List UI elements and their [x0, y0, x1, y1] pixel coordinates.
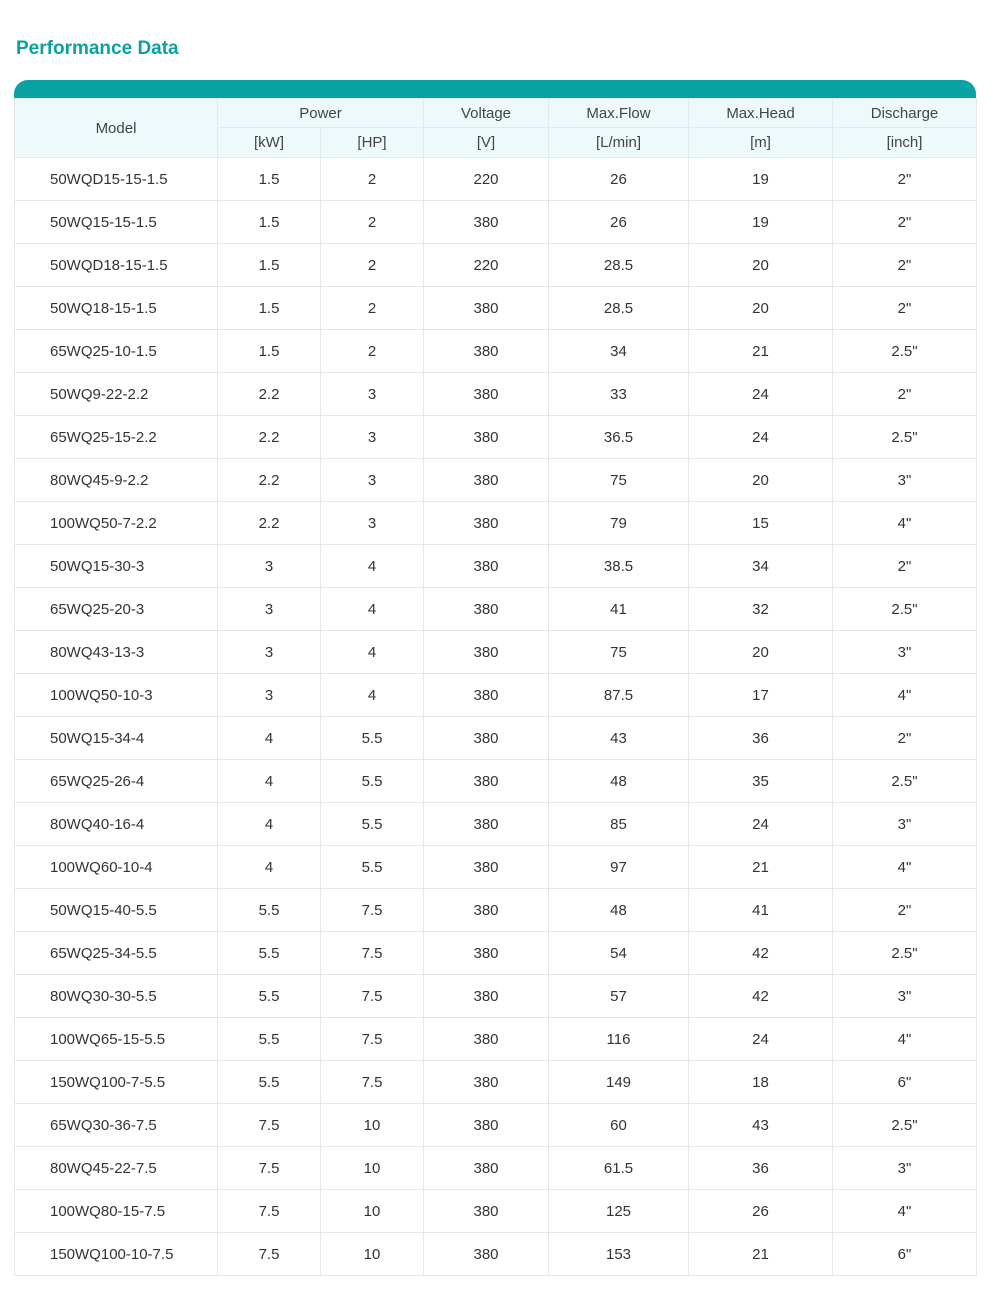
header-model: Model [15, 99, 218, 158]
cell-power-hp: 7.5 [321, 889, 424, 932]
cell-voltage: 380 [424, 416, 549, 459]
table-row [15, 416, 977, 459]
cell-power-kw: 3 [218, 588, 321, 631]
cell-power-kw: 1.5 [218, 287, 321, 330]
cell-power-hp: 10 [321, 1190, 424, 1233]
cell-max-head: 19 [689, 201, 833, 244]
table-top-bar [14, 80, 976, 98]
cell-discharge: 4" [833, 502, 977, 545]
cell-model: 80WQ30-30-5.5 [15, 975, 218, 1018]
cell-power-hp: 2 [321, 201, 424, 244]
cell-power-hp: 5.5 [321, 760, 424, 803]
header-unit-kw: [kW] [218, 128, 321, 158]
cell-power-kw: 1.5 [218, 201, 321, 244]
cell-model: 65WQ25-10-1.5 [15, 330, 218, 373]
cell-max-flow: 75 [549, 631, 689, 674]
cell-model: 80WQ40-16-4 [15, 803, 218, 846]
cell-power-hp: 2 [321, 244, 424, 287]
cell-voltage: 380 [424, 588, 549, 631]
cell-power-hp: 4 [321, 674, 424, 717]
table-row [15, 330, 977, 373]
cell-discharge: 3" [833, 459, 977, 502]
cell-voltage: 380 [424, 459, 549, 502]
cell-discharge: 4" [833, 846, 977, 889]
cell-max-head: 15 [689, 502, 833, 545]
cell-power-hp: 10 [321, 1147, 424, 1190]
cell-max-head: 20 [689, 244, 833, 287]
table-row [15, 846, 977, 889]
cell-voltage: 380 [424, 631, 549, 674]
cell-max-flow: 75 [549, 459, 689, 502]
cell-voltage: 380 [424, 803, 549, 846]
cell-voltage: 380 [424, 1061, 549, 1104]
table-row [15, 717, 977, 760]
table-row [15, 287, 977, 330]
cell-max-head: 21 [689, 1233, 833, 1276]
header-unit-flow: [L/min] [549, 128, 689, 158]
cell-voltage: 380 [424, 932, 549, 975]
cell-power-hp: 3 [321, 502, 424, 545]
cell-discharge: 4" [833, 1190, 977, 1233]
cell-model: 50WQD15-15-1.5 [15, 158, 218, 201]
cell-voltage: 380 [424, 975, 549, 1018]
table-row [15, 975, 977, 1018]
header-unit-discharge: [inch] [833, 128, 977, 158]
cell-max-flow: 28.5 [549, 287, 689, 330]
cell-model: 65WQ30-36-7.5 [15, 1104, 218, 1147]
cell-model: 150WQ100-10-7.5 [15, 1233, 218, 1276]
table-row [15, 1061, 977, 1104]
cell-model: 100WQ80-15-7.5 [15, 1190, 218, 1233]
cell-discharge: 2.5" [833, 1104, 977, 1147]
cell-max-head: 36 [689, 1147, 833, 1190]
cell-discharge: 6" [833, 1061, 977, 1104]
cell-model: 65WQ25-26-4 [15, 760, 218, 803]
cell-power-hp: 4 [321, 545, 424, 588]
cell-discharge: 2" [833, 244, 977, 287]
table-header [15, 99, 977, 158]
cell-max-head: 17 [689, 674, 833, 717]
cell-max-flow: 36.5 [549, 416, 689, 459]
cell-max-head: 35 [689, 760, 833, 803]
cell-voltage: 380 [424, 760, 549, 803]
cell-voltage: 220 [424, 244, 549, 287]
cell-voltage: 380 [424, 717, 549, 760]
cell-discharge: 2" [833, 545, 977, 588]
cell-power-kw: 4 [218, 717, 321, 760]
cell-model: 80WQ45-22-7.5 [15, 1147, 218, 1190]
cell-voltage: 380 [424, 889, 549, 932]
cell-max-flow: 60 [549, 1104, 689, 1147]
cell-max-head: 20 [689, 631, 833, 674]
cell-power-kw: 7.5 [218, 1233, 321, 1276]
cell-max-head: 20 [689, 287, 833, 330]
cell-voltage: 380 [424, 287, 549, 330]
header-discharge: Discharge [833, 99, 977, 128]
cell-max-head: 19 [689, 158, 833, 201]
cell-max-flow: 125 [549, 1190, 689, 1233]
cell-model: 150WQ100-7-5.5 [15, 1061, 218, 1104]
cell-power-hp: 2 [321, 158, 424, 201]
cell-max-flow: 57 [549, 975, 689, 1018]
cell-max-head: 24 [689, 416, 833, 459]
cell-max-flow: 54 [549, 932, 689, 975]
cell-max-head: 26 [689, 1190, 833, 1233]
table-row [15, 760, 977, 803]
cell-power-hp: 3 [321, 373, 424, 416]
cell-power-kw: 2.2 [218, 459, 321, 502]
table-row [15, 631, 977, 674]
cell-power-hp: 5.5 [321, 846, 424, 889]
cell-max-head: 24 [689, 373, 833, 416]
cell-max-flow: 43 [549, 717, 689, 760]
cell-power-kw: 7.5 [218, 1104, 321, 1147]
cell-discharge: 2.5" [833, 416, 977, 459]
cell-max-flow: 41 [549, 588, 689, 631]
cell-power-kw: 3 [218, 545, 321, 588]
cell-max-head: 21 [689, 330, 833, 373]
cell-max-head: 42 [689, 932, 833, 975]
cell-max-head: 42 [689, 975, 833, 1018]
table-row [15, 545, 977, 588]
cell-model: 50WQ15-40-5.5 [15, 889, 218, 932]
cell-max-flow: 153 [549, 1233, 689, 1276]
cell-max-flow: 87.5 [549, 674, 689, 717]
performance-table [14, 98, 977, 1276]
cell-model: 50WQ18-15-1.5 [15, 287, 218, 330]
cell-power-hp: 3 [321, 416, 424, 459]
cell-voltage: 380 [424, 201, 549, 244]
header-power: Power [218, 99, 424, 128]
cell-power-kw: 5.5 [218, 1018, 321, 1061]
table-row [15, 459, 977, 502]
header-max-flow: Max.Flow [549, 99, 689, 128]
table-row [15, 373, 977, 416]
cell-max-head: 24 [689, 1018, 833, 1061]
table-row [15, 244, 977, 287]
cell-power-hp: 2 [321, 330, 424, 373]
cell-power-kw: 2.2 [218, 416, 321, 459]
cell-power-kw: 7.5 [218, 1147, 321, 1190]
cell-power-kw: 2.2 [218, 373, 321, 416]
cell-power-kw: 1.5 [218, 158, 321, 201]
header-unit-voltage: [V] [424, 128, 549, 158]
cell-power-kw: 4 [218, 760, 321, 803]
cell-discharge: 6" [833, 1233, 977, 1276]
table-row [15, 158, 977, 201]
cell-discharge: 4" [833, 674, 977, 717]
cell-power-hp: 7.5 [321, 975, 424, 1018]
cell-discharge: 2" [833, 373, 977, 416]
cell-voltage: 380 [424, 502, 549, 545]
cell-max-flow: 48 [549, 889, 689, 932]
table-row [15, 1104, 977, 1147]
cell-power-hp: 2 [321, 287, 424, 330]
cell-max-head: 21 [689, 846, 833, 889]
cell-discharge: 2.5" [833, 330, 977, 373]
cell-power-kw: 5.5 [218, 932, 321, 975]
cell-power-hp: 10 [321, 1233, 424, 1276]
cell-power-hp: 10 [321, 1104, 424, 1147]
cell-power-kw: 1.5 [218, 244, 321, 287]
performance-table-container [14, 80, 976, 1276]
table-row [15, 803, 977, 846]
cell-model: 50WQ15-15-1.5 [15, 201, 218, 244]
cell-max-flow: 26 [549, 201, 689, 244]
cell-voltage: 380 [424, 330, 549, 373]
cell-model: 65WQ25-20-3 [15, 588, 218, 631]
cell-power-kw: 4 [218, 846, 321, 889]
cell-max-flow: 33 [549, 373, 689, 416]
cell-max-head: 32 [689, 588, 833, 631]
cell-power-kw: 4 [218, 803, 321, 846]
cell-max-head: 34 [689, 545, 833, 588]
cell-power-hp: 7.5 [321, 932, 424, 975]
table-row [15, 1018, 977, 1061]
cell-discharge: 3" [833, 803, 977, 846]
cell-discharge: 3" [833, 1147, 977, 1190]
cell-discharge: 2.5" [833, 932, 977, 975]
cell-max-flow: 85 [549, 803, 689, 846]
cell-max-flow: 34 [549, 330, 689, 373]
cell-max-flow: 79 [549, 502, 689, 545]
cell-model: 100WQ50-10-3 [15, 674, 218, 717]
cell-voltage: 380 [424, 674, 549, 717]
cell-max-flow: 116 [549, 1018, 689, 1061]
cell-model: 80WQ45-9-2.2 [15, 459, 218, 502]
cell-model: 100WQ65-15-5.5 [15, 1018, 218, 1061]
table-body [15, 158, 977, 1276]
table-row [15, 1190, 977, 1233]
cell-voltage: 380 [424, 1147, 549, 1190]
cell-power-kw: 3 [218, 631, 321, 674]
cell-model: 65WQ25-15-2.2 [15, 416, 218, 459]
cell-power-kw: 3 [218, 674, 321, 717]
cell-model: 50WQ9-22-2.2 [15, 373, 218, 416]
cell-max-head: 41 [689, 889, 833, 932]
cell-model: 50WQ15-30-3 [15, 545, 218, 588]
cell-voltage: 380 [424, 373, 549, 416]
cell-max-head: 36 [689, 717, 833, 760]
cell-discharge: 3" [833, 975, 977, 1018]
cell-discharge: 2" [833, 287, 977, 330]
cell-voltage: 220 [424, 158, 549, 201]
cell-power-hp: 7.5 [321, 1018, 424, 1061]
cell-discharge: 2" [833, 201, 977, 244]
cell-max-head: 43 [689, 1104, 833, 1147]
table-row [15, 889, 977, 932]
cell-power-hp: 7.5 [321, 1061, 424, 1104]
cell-model: 50WQD18-15-1.5 [15, 244, 218, 287]
cell-power-kw: 2.2 [218, 502, 321, 545]
cell-voltage: 380 [424, 1104, 549, 1147]
cell-power-kw: 5.5 [218, 889, 321, 932]
header-unit-hp: [HP] [321, 128, 424, 158]
page-title: Performance Data [16, 38, 179, 59]
header-unit-head: [m] [689, 128, 833, 158]
table-row [15, 201, 977, 244]
cell-model: 100WQ60-10-4 [15, 846, 218, 889]
cell-power-kw: 1.5 [218, 330, 321, 373]
cell-max-head: 18 [689, 1061, 833, 1104]
cell-power-hp: 5.5 [321, 803, 424, 846]
table-row [15, 502, 977, 545]
cell-voltage: 380 [424, 545, 549, 588]
cell-discharge: 3" [833, 631, 977, 674]
cell-max-flow: 97 [549, 846, 689, 889]
header-max-head: Max.Head [689, 99, 833, 128]
cell-model: 100WQ50-7-2.2 [15, 502, 218, 545]
cell-voltage: 380 [424, 1018, 549, 1061]
table-row [15, 1233, 977, 1276]
cell-power-kw: 5.5 [218, 1061, 321, 1104]
cell-voltage: 380 [424, 1233, 549, 1276]
cell-max-flow: 26 [549, 158, 689, 201]
cell-discharge: 2" [833, 158, 977, 201]
cell-model: 80WQ43-13-3 [15, 631, 218, 674]
cell-max-flow: 48 [549, 760, 689, 803]
cell-max-head: 20 [689, 459, 833, 502]
cell-max-head: 24 [689, 803, 833, 846]
cell-power-hp: 4 [321, 631, 424, 674]
cell-discharge: 2.5" [833, 760, 977, 803]
table-row [15, 588, 977, 631]
cell-discharge: 2.5" [833, 588, 977, 631]
table-row [15, 932, 977, 975]
cell-power-hp: 4 [321, 588, 424, 631]
cell-discharge: 4" [833, 1018, 977, 1061]
cell-power-hp: 5.5 [321, 717, 424, 760]
cell-power-hp: 3 [321, 459, 424, 502]
cell-power-kw: 5.5 [218, 975, 321, 1018]
cell-discharge: 2" [833, 889, 977, 932]
header-voltage: Voltage [424, 99, 549, 128]
cell-voltage: 380 [424, 846, 549, 889]
cell-max-flow: 38.5 [549, 545, 689, 588]
cell-model: 65WQ25-34-5.5 [15, 932, 218, 975]
cell-max-flow: 149 [549, 1061, 689, 1104]
cell-max-flow: 61.5 [549, 1147, 689, 1190]
cell-model: 50WQ15-34-4 [15, 717, 218, 760]
table-row [15, 1147, 977, 1190]
cell-max-flow: 28.5 [549, 244, 689, 287]
table-row [15, 674, 977, 717]
cell-voltage: 380 [424, 1190, 549, 1233]
cell-power-kw: 7.5 [218, 1190, 321, 1233]
cell-discharge: 2" [833, 717, 977, 760]
